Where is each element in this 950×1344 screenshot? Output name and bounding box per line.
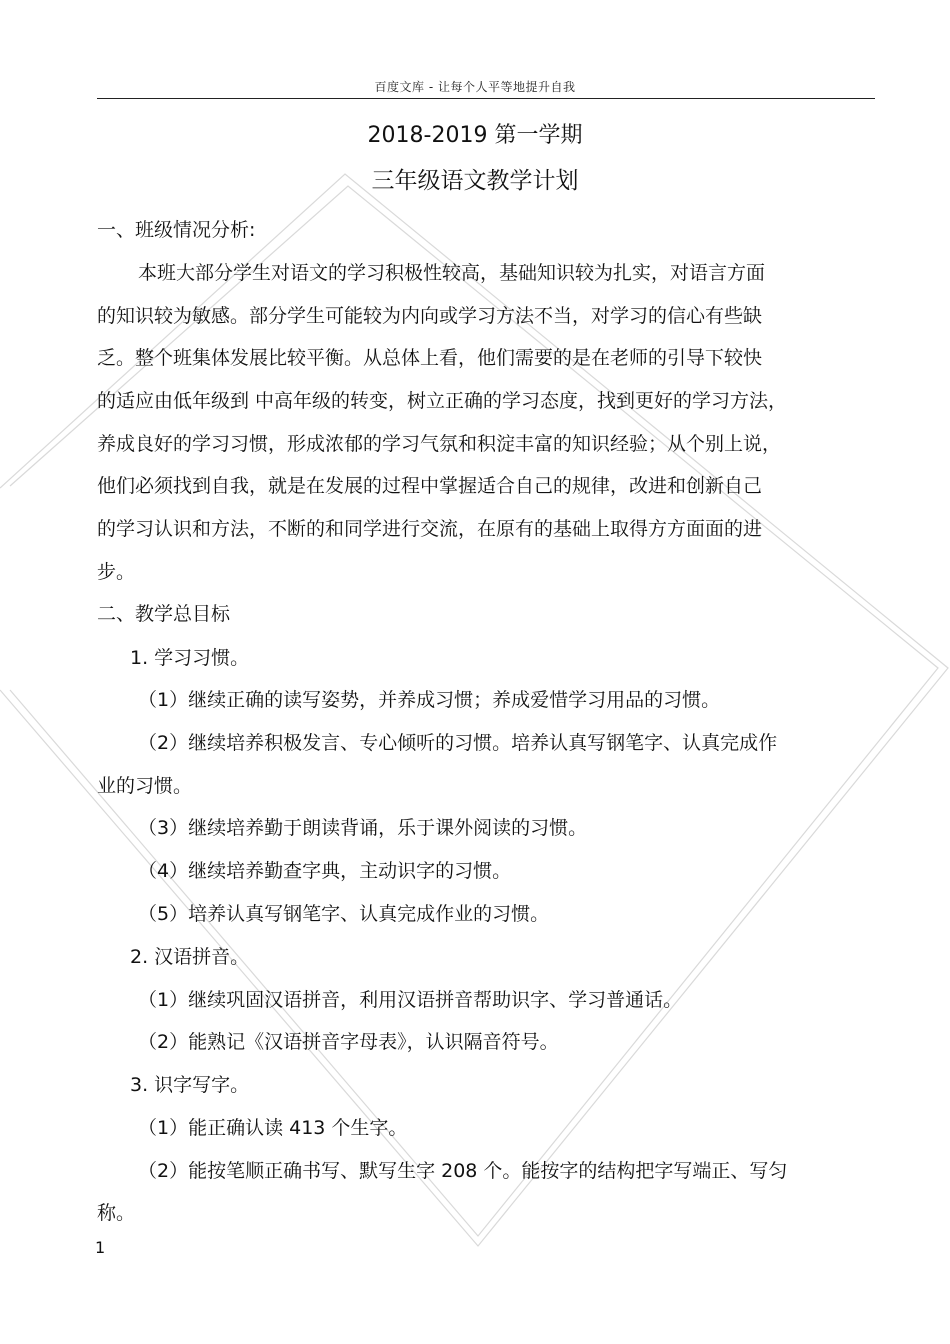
document-title-year: 2018-2019 第一学期	[367, 123, 583, 148]
goal-item: （4）继续培养勤查字典，主动识字的习惯。	[138, 860, 512, 882]
goal-heading-pinyin: 2. 汉语拼音。	[130, 946, 250, 968]
goal-item: （1）能正确认读 413 个生字。	[138, 1117, 408, 1139]
paragraph-line: 养成良好的学习习惯，形成浓郁的学习气氛和积淀丰富的知识经验；从个别上说，	[97, 433, 782, 455]
header-divider	[97, 98, 875, 99]
goal-heading-study-habits: 1. 学习习惯。	[130, 647, 250, 669]
goal-item: （1）继续巩固汉语拼音，利用汉语拼音帮助识字、学习普通话。	[138, 989, 683, 1011]
section-heading-teaching-goals: 二、教学总目标	[97, 603, 231, 625]
goal-item: （3）继续培养勤于朗读背诵，乐于课外阅读的习惯。	[138, 817, 588, 839]
goal-item: （2）能按笔顺正确书写、默写生字 208 个。能按字的结构把字写端正、写匀	[138, 1160, 788, 1182]
paragraph-line: 乏。整个班集体发展比较平衡。从总体上看，他们需要的是在老师的引导下较快	[97, 347, 763, 369]
goal-heading-literacy: 3. 识字写字。	[130, 1074, 250, 1096]
section-heading-class-analysis: 一、班级情况分析:	[97, 219, 256, 241]
paragraph-line: 他们必须找到自我，就是在发展的过程中掌握适合自己的规律，改进和创新自己	[97, 475, 763, 497]
goal-item-continuation: 称。	[97, 1202, 136, 1224]
goal-item: （2）能熟记《汉语拼音字母表》，认识隔音符号。	[138, 1031, 559, 1053]
goal-item: （5）培养认真写钢笔字、认真完成作业的习惯。	[138, 903, 550, 925]
paragraph-line: 步。	[97, 561, 136, 583]
goal-item: （2）继续培养积极发言、专心倾听的习惯。培养认真写钢笔字、认真完成作	[138, 732, 778, 754]
page-number: 1	[95, 1238, 106, 1257]
goal-item-continuation: 业的习惯。	[97, 775, 193, 797]
paragraph-line: 本班大部分学生对语文的学习积极性较高，基础知识较为扎实，对语言方面	[138, 262, 766, 284]
paragraph-line: 的适应由低年级到 中高年级的转变，树立正确的学习态度，找到更好的学习方法，	[97, 390, 788, 412]
document-title: 三年级语文教学计划	[371, 168, 579, 194]
document-header: 百度文库 - 让每个人平等地提升自我	[374, 80, 576, 94]
paragraph-line: 的学习认识和方法，不断的和同学进行交流，在原有的基础上取得方方面面的进	[97, 518, 763, 540]
goal-item: （1）继续正确的读写姿势，并养成习惯；养成爱惜学习用品的习惯。	[138, 689, 721, 711]
paragraph-line: 的知识较为敏感。部分学生可能较为内向或学习方法不当，对学习的信心有些缺	[97, 305, 763, 327]
